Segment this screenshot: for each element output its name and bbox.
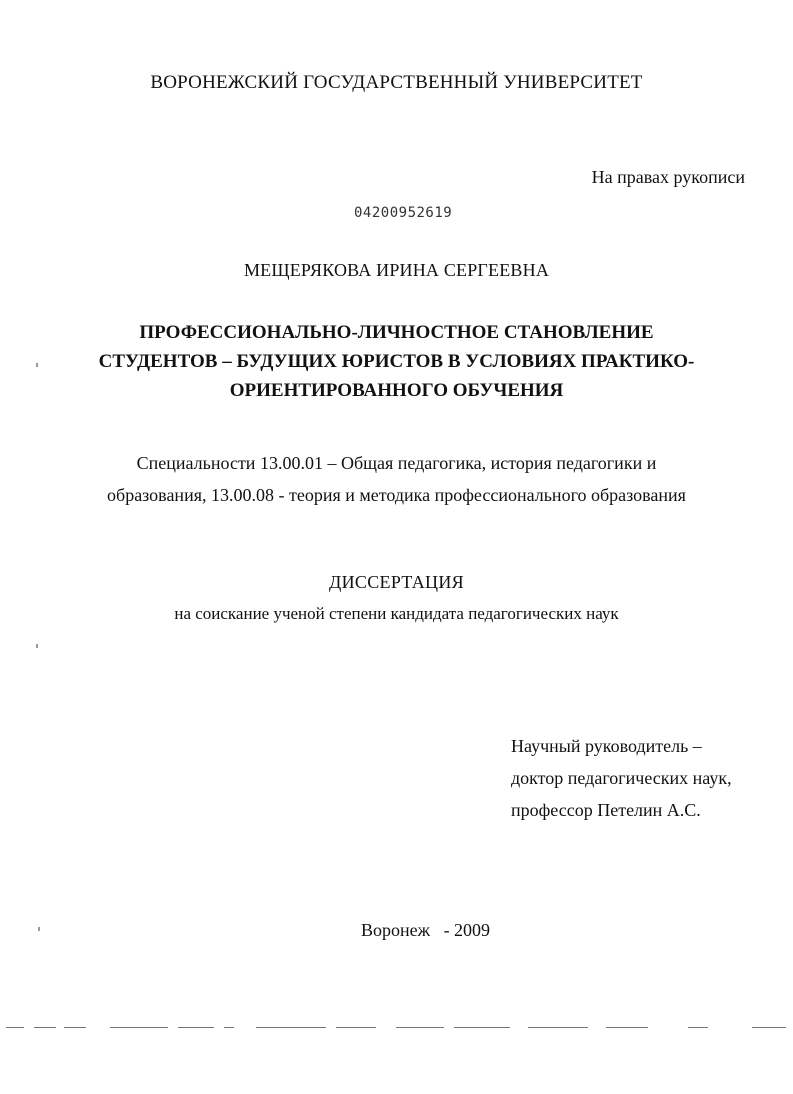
serial-number: 04200952619 — [354, 205, 453, 221]
specialty-line-2: образования, 13.00.08 - теория и методика профессионального образования — [107, 485, 686, 505]
specialty-block — [0, 447, 793, 511]
scan-line-fragment — [6, 1027, 24, 1028]
scan-speck — [38, 927, 40, 931]
scan-line-fragment — [110, 1027, 168, 1028]
scan-line-fragment — [528, 1027, 588, 1028]
scan-line-fragment — [256, 1027, 326, 1028]
scan-line-fragment — [224, 1027, 234, 1028]
scan-line-fragment — [336, 1027, 376, 1028]
title-line-1: ПРОФЕССИОНАЛЬНО-ЛИЧНОСТНОЕ СТАНОВЛЕНИЕ — [139, 322, 654, 343]
supervisor-line-3: профессор Петелин А.С. — [511, 800, 701, 820]
scan-line-fragment — [454, 1027, 510, 1028]
scan-speck — [36, 644, 38, 648]
university-name: ВОРОНЕЖСКИЙ ГОСУДАРСТВЕННЫЙ УНИВЕРСИТЕТ — [150, 72, 643, 93]
dissertation-title — [0, 318, 793, 405]
scan-line-fragment — [396, 1027, 444, 1028]
scan-line-fragment — [606, 1027, 648, 1028]
rights-note: На правах рукописи — [591, 167, 745, 187]
degree-line: на соискание ученой степени кандидата педагогических наук — [174, 604, 619, 623]
scan-line-fragment — [64, 1027, 86, 1028]
title-line-3: ОРИЕНТИРОВАННОГО ОБУЧЕНИЯ — [229, 380, 564, 401]
supervisor-line-2: доктор педагогических наук, — [511, 768, 732, 788]
scan-line-fragment — [752, 1027, 786, 1028]
scan-line-fragment — [34, 1027, 56, 1028]
supervisor-block — [511, 730, 732, 826]
document-type: ДИССЕРТАЦИЯ — [329, 572, 464, 592]
specialty-line-1: Специальности 13.00.01 – Общая педагогика, история педагогики и — [136, 453, 657, 473]
scan-line-fragment — [178, 1027, 214, 1028]
supervisor-line-1: Научный руководитель – — [511, 736, 702, 756]
city-year: Воронеж - 2009 — [361, 920, 491, 940]
author-name: МЕЩЕРЯКОВА ИРИНА СЕРГЕЕВНА — [243, 260, 550, 280]
title-line-2: СТУДЕНТОВ – БУДУЩИХ ЮРИСТОВ В УСЛОВИЯХ ПРАКТИКО- — [98, 351, 695, 372]
scan-line-fragment — [688, 1027, 708, 1028]
scan-speck — [36, 363, 38, 367]
